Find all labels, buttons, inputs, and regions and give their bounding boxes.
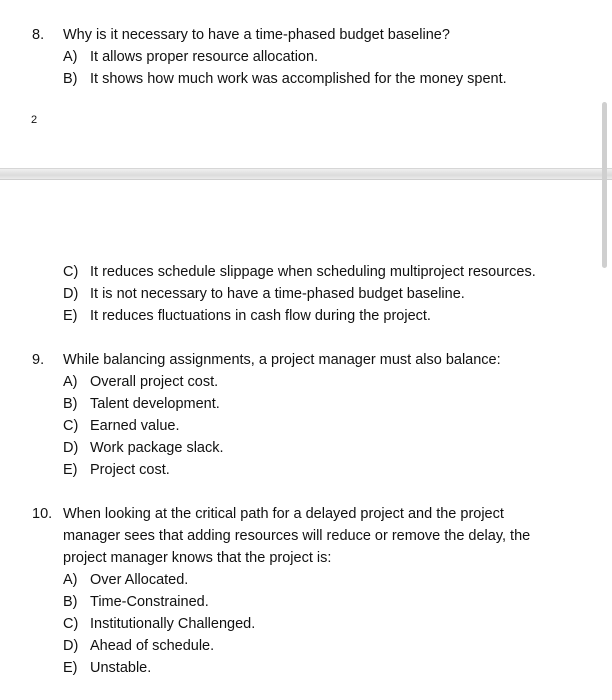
question-9-option-c-key: C) [63, 418, 79, 434]
question-10-option-e-key: E) [63, 660, 78, 676]
question-10-option-b-text: Time-Constrained. [90, 594, 209, 610]
question-9-option-b-key: B) [63, 396, 78, 412]
question-10-text-line-3: project manager knows that the project is: [63, 550, 332, 566]
question-8-option-c-text: It reduces schedule slippage when scheduling multiproject resources. [90, 264, 536, 280]
question-9-option-e-text: Project cost. [90, 462, 170, 478]
question-10-text-line-1: When looking at the critical path for a delayed project and the project [63, 506, 504, 522]
question-10-number: 10. [32, 506, 53, 522]
question-8-option-d-text: It is not necessary to have a time-phased budget baseline. [90, 286, 465, 302]
question-8-option-c-key: C) [63, 264, 79, 280]
question-9-option-c-text: Earned value. [90, 418, 180, 434]
question-10-text-line-2: manager sees that adding resources will reduce or remove the delay, the [63, 528, 531, 544]
page-break-top-edge [0, 168, 612, 169]
question-10-option-e-text: Unstable. [90, 660, 152, 676]
question-8-option-b-key: B) [63, 71, 78, 87]
question-9-option-d-key: D) [63, 440, 79, 456]
question-8-option-d-key: D) [63, 286, 79, 302]
question-9-option-a-key: A) [63, 374, 78, 390]
page-break [0, 168, 612, 180]
question-9-option-b-text: Talent development. [90, 396, 220, 412]
question-9-option-e-key: E) [63, 462, 78, 478]
question-8-option-e-key: E) [63, 308, 78, 324]
question-10-option-b-key: B) [63, 594, 78, 610]
question-8-option-e-text: It reduces fluctuations in cash flow during the project. [90, 308, 431, 324]
question-8-option-a-text: It allows proper resource allocation. [90, 49, 319, 65]
question-10-option-d-text: Ahead of schedule. [90, 638, 215, 654]
question-10-option-c-key: C) [63, 616, 79, 632]
vertical-scrollbar-thumb[interactable] [602, 102, 607, 268]
question-9-option-d-text: Work package slack. [90, 440, 224, 456]
question-9-text: While balancing assignments, a project manager must also balance: [63, 352, 501, 368]
page-number: 2 [31, 114, 38, 126]
question-8-option-b-text: It shows how much work was accomplished for the money spent. [90, 71, 507, 87]
question-9-option-a-text: Overall project cost. [90, 374, 219, 390]
question-10-option-a-key: A) [63, 572, 78, 588]
question-10-option-a-text: Over Allocated. [90, 572, 189, 588]
page-break-bottom-edge [0, 179, 612, 180]
question-8-text: Why is it necessary to have a time-phased budget baseline? [63, 27, 450, 43]
question-10-option-d-key: D) [63, 638, 79, 654]
question-10-option-c-text: Institutionally Challenged. [90, 616, 256, 632]
question-8-number: 8. [32, 27, 45, 43]
question-8-option-a-key: A) [63, 49, 78, 65]
question-9-number: 9. [32, 352, 45, 368]
